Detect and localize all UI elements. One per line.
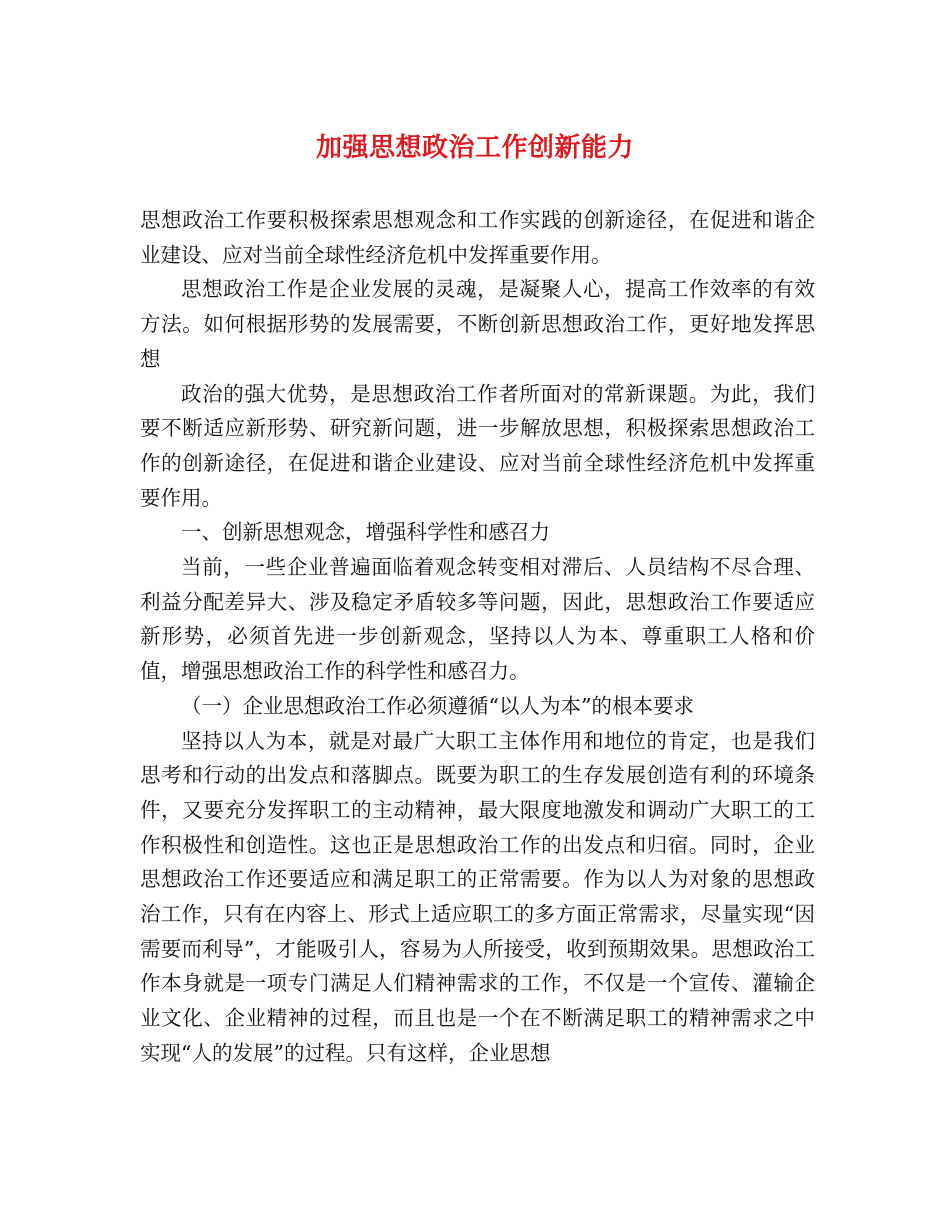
paragraph-intro: 思想政治工作要积极探索思想观念和工作实践的创新途径，在促进和谐企业建设、应对当前全球性经济危机中发挥重要作用。 — [140, 208, 815, 267]
document-title: 加强思想政治工作创新能力 — [315, 133, 634, 163]
paragraph-5: 当前，一些企业普遍面临着观念转变相对滞后、人员结构不尽合理、利益分配差异大、涉及稳定矛盾较多等问题，因此，思想政治工作要适应新形势，必须首先进一步创新观念，坚持以人为本、尊重职工人格和价值，增强思想政治工作的科学性和感召力。 — [140, 555, 815, 684]
paragraph-3: 政治的强大优势，是思想政治工作者所面对的常新课题。为此，我们要不断适应新形势、研究新问题，进一步解放思想，积极探索思想政治工作的创新途径，在促进和谐企业建设、应对当前全球性经济危机中发挥重要作用。 — [140, 381, 815, 510]
section-heading-1: 一、创新思想观念，增强科学性和感召力 — [181, 520, 550, 545]
paragraph-2: 思想政治工作是企业发展的灵魂，是凝聚人心，提高工作效率的有效方法。如何根据形势的发展需要，不断创新思想政治工作，更好地发挥思想 — [140, 277, 815, 371]
document-body — [140, 203, 815, 1071]
paragraph-7: 坚持以人为本，就是对最广大职工主体作用和地位的肯定，也是我们思考和行动的出发点和落脚点。既要为职工的生存发展创造有利的环境条件，又要充分发挥职工的主动精神，最大限度地激发和调动广大职工的工作积极性和创造性。这也正是思想政治工作的出发点和归宿。同时，企业思想政治工作还要适应和满足职工的正常需要。作为以人为对象的思想政治工作，只有在内容上、形式上适应职工的多方面正常需求，尽量实现“因需要而利导”，才能吸引人，容易为人所接受，收到预期效果。思想政治工作本身就是一项专门满足人们精神需求的工作，不仅是一个宣传、灌输企业文化、企业精神的过程，而且也是一个在不断满足职工的精神需求之中实现“人的发展”的过程。只有这样，企业思想 — [140, 728, 815, 1065]
subsection-heading-1: （一）企业思想政治工作必须遵循“以人为本”的根本要求 — [181, 693, 694, 718]
